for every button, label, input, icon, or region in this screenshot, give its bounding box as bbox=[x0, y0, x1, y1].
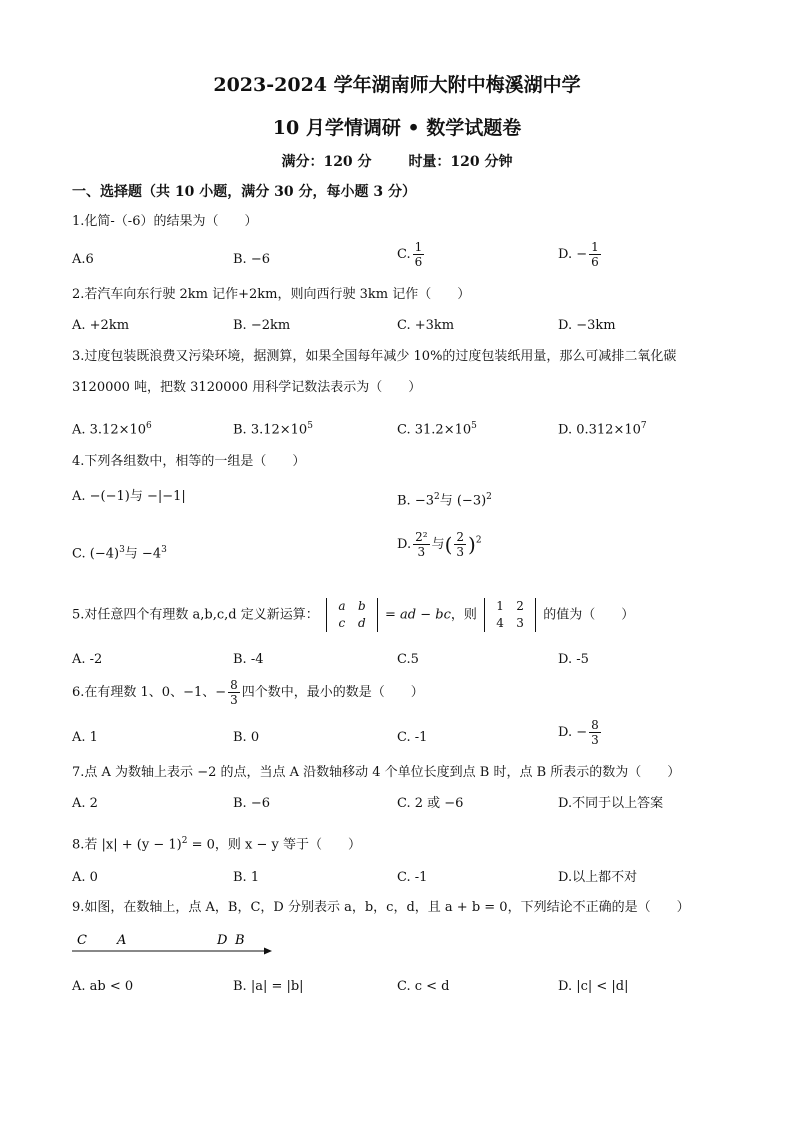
q9-option-d: D. |c| < |d| bbox=[558, 979, 629, 994]
number-line-arrow bbox=[264, 948, 272, 955]
q8-option-b: B. 1 bbox=[233, 870, 260, 885]
q1-option-a: A.6 bbox=[72, 252, 94, 267]
q5-stem: 5.对任意四个有理数 a,b,c,d 定义新运算： a b c d = ad − bc，则 1 2 4 3 的值为（ ） bbox=[72, 599, 635, 630]
q4-option-b: B. $-3^2$与 $(-3)^2$ bbox=[397, 492, 492, 509]
point-c-label: C bbox=[77, 933, 87, 948]
q3-stem-line2: 3120000 吨，把数 3120000 用科学记数法表示为（ ） bbox=[72, 380, 422, 395]
title-line2: 10 月学情调研 • 数学试题卷 bbox=[272, 117, 522, 139]
q1-stem: 1.化简-（-6）的结果为（ ） bbox=[72, 214, 258, 229]
q1-option-b: B. −6 bbox=[233, 252, 270, 267]
q6-stem: 6.在有理数 1、0、−1、− $\frac{8}{3}$ 四个数中，最小的数是（ ） bbox=[72, 678, 424, 707]
q5-option-d: D. -5 bbox=[558, 652, 589, 667]
q5-option-c: C.5 bbox=[397, 652, 419, 667]
q3-option-d: D. $0.312\times 10^7$ bbox=[558, 421, 647, 438]
q6-option-a: A. 1 bbox=[72, 730, 98, 745]
q2-option-c: C. +3km bbox=[397, 318, 455, 333]
q7-option-c: C. 2 或 −6 bbox=[397, 796, 464, 811]
q6-option-b: B. 0 bbox=[233, 730, 260, 745]
q9-option-c: C. c < d bbox=[397, 979, 450, 994]
q3-option-b: B. $3.12\times 10^5$ bbox=[233, 421, 313, 438]
q2-option-b: B. −2km bbox=[233, 318, 291, 333]
q8-option-c: C. -1 bbox=[397, 870, 428, 885]
exam-meta bbox=[0, 151, 794, 171]
q6-option-c: C. -1 bbox=[397, 730, 428, 745]
time-limit: 时量：120 分钟 bbox=[408, 154, 513, 170]
q9-option-b: B. |a| = |b| bbox=[233, 979, 304, 994]
q5-determinant-abcd: a b c d bbox=[326, 598, 378, 632]
number-line-diagram bbox=[72, 928, 282, 960]
q2-stem: 2.若汽车向东行驶 2km 记作+2km，则向西行驶 3km 记作（ ） bbox=[72, 287, 471, 302]
q8-option-d: D.以上都不对 bbox=[558, 870, 638, 885]
q6-option-d: D. − $\frac{8}{3}$ bbox=[558, 718, 599, 747]
q3-option-a: A. $3.12\times 10^6$ bbox=[72, 421, 152, 438]
q5-option-a: A. -2 bbox=[72, 652, 103, 667]
q8-option-a: A. 0 bbox=[72, 870, 98, 885]
q4-option-d: D. $\frac{\text{2²}}{3}$ 与( $\frac{2}{3}$ )$^2$ bbox=[397, 530, 482, 559]
q3-option-c: C. $31.2\times 10^5$ bbox=[397, 421, 477, 438]
q4-option-c: C. $(-4)^3$与 $-4^3$ bbox=[72, 545, 167, 562]
point-d-label: D bbox=[217, 933, 228, 948]
q4-option-a: A. −(−1)与 −|−1| bbox=[72, 489, 186, 504]
q3-stem-line1: 3.过度包装既浪费又污染环境，据测算，如果全国每年减少 10%的过度包装纸用量，那么可减排二氧化碳 bbox=[72, 349, 677, 364]
q8-stem: 8.若 $|x| + (y - 1)^2 = 0$，则 x − y 等于（ ） bbox=[72, 836, 361, 853]
q4-stem: 4.下列各组数中，相等的一组是（ ） bbox=[72, 454, 306, 469]
q5-determinant-numbers: 1 2 4 3 bbox=[484, 598, 536, 632]
q5-option-b: B. -4 bbox=[233, 652, 264, 667]
q9-option-a: A. ab < 0 bbox=[72, 979, 134, 994]
q2-option-a: A. +2km bbox=[72, 318, 130, 333]
q7-option-b: B. −6 bbox=[233, 796, 270, 811]
q1-option-d: D. − $\frac{1}{6}$ bbox=[558, 240, 599, 269]
full-score: 满分：120 分 bbox=[281, 154, 372, 170]
section-heading: 一、选择题（共 10 小题，满分 30 分，每小题 3 分） bbox=[72, 184, 416, 200]
q7-option-d: D.不同于以上答案 bbox=[558, 796, 664, 811]
point-a-label: A bbox=[117, 933, 127, 948]
q7-option-a: A. 2 bbox=[72, 796, 98, 811]
q2-option-d: D. −3km bbox=[558, 318, 616, 333]
q7-stem: 7.点 A 为数轴上表示 −2 的点，当点 A 沿数轴移动 4 个单位长度到点 B 时，点 B 所表示的数为（ ） bbox=[72, 765, 681, 780]
q9-stem: 9.如图，在数轴上，点 A，B，C，D 分别表示 a，b，c，d，且 a + b = 0，下列结论不正确的是（ ） bbox=[72, 900, 690, 915]
q1-option-c: C. $\frac{1}{6}$ bbox=[397, 240, 423, 269]
title-line1: 2023-2024 学年湖南师大附中梅溪湖中学 bbox=[213, 74, 581, 96]
point-b-label: B bbox=[235, 933, 245, 948]
